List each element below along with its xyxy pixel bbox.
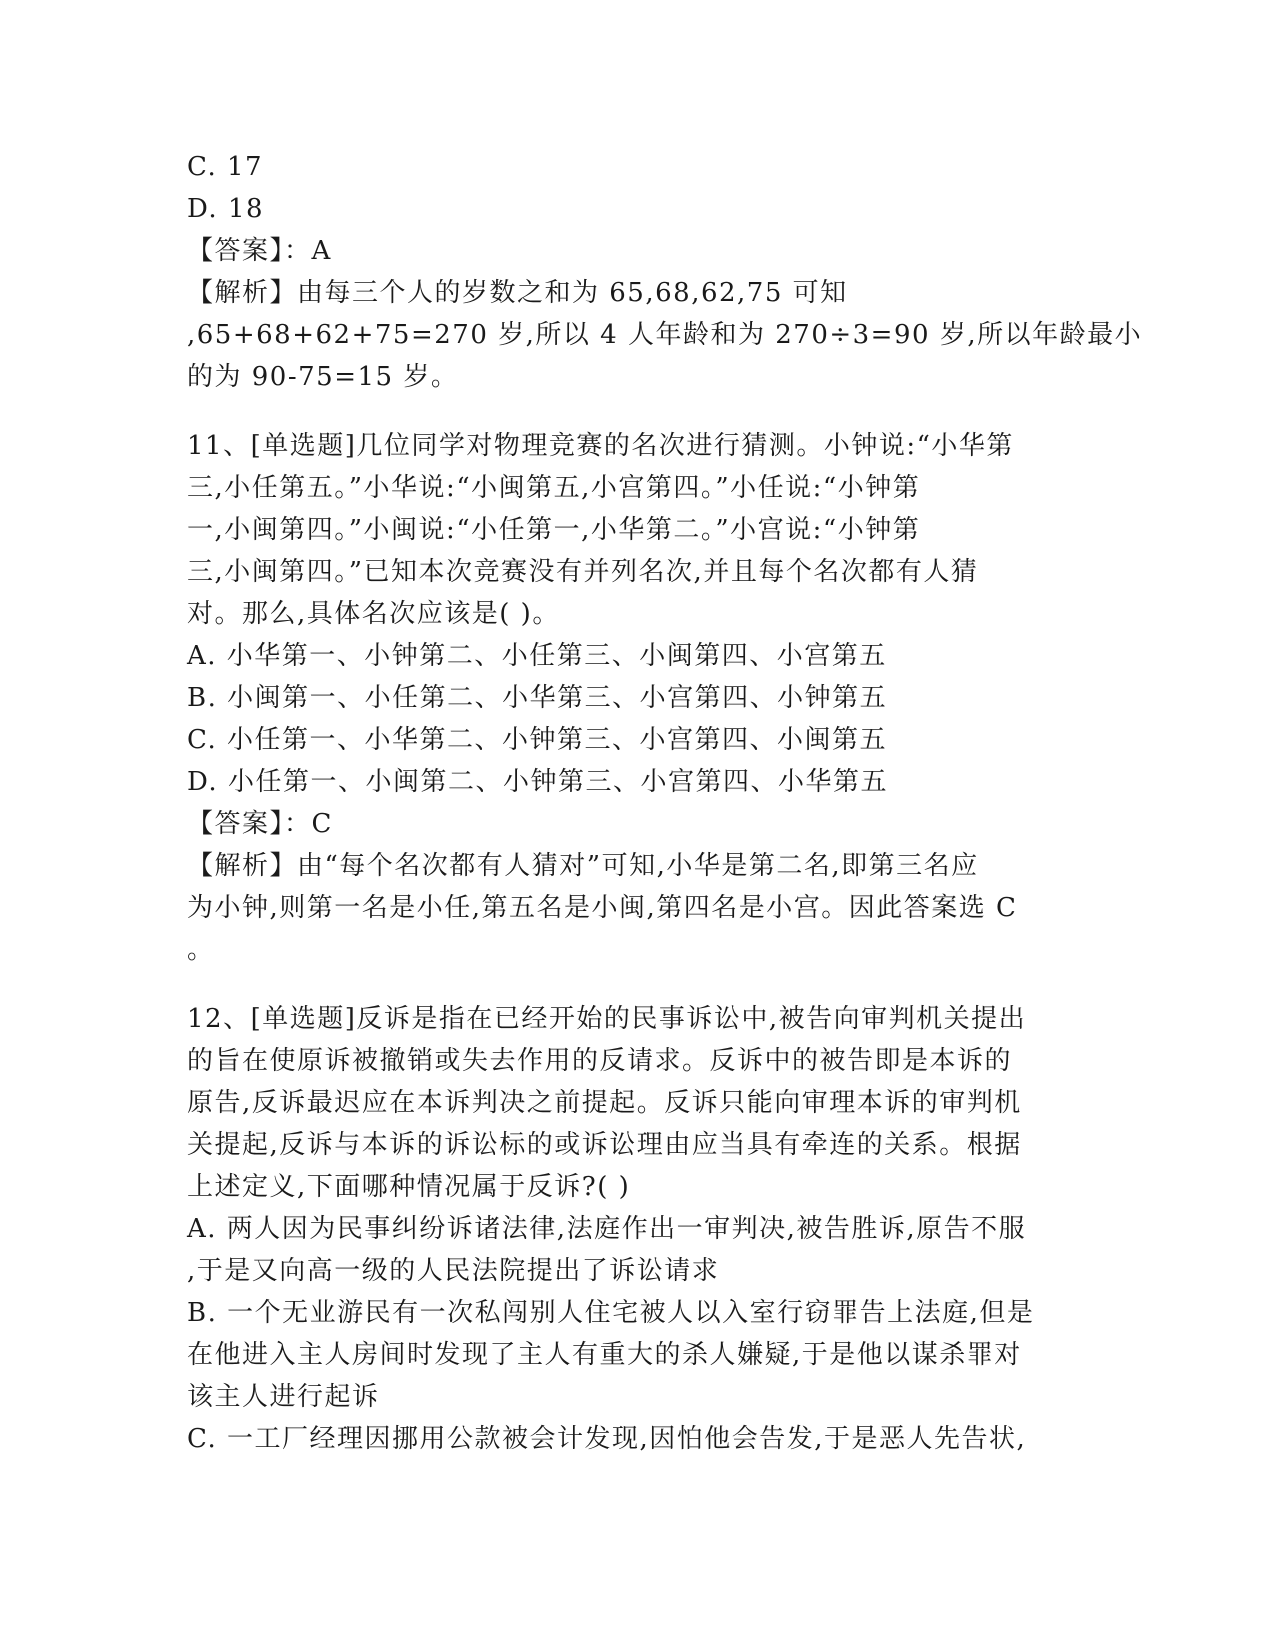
analysis-line: 【解析】由“每个名次都有人猜对”可知,小华是第二名,即第三名应 (187, 851, 979, 881)
question-10-tail (187, 146, 1143, 398)
option-b-continued: 在他进入主人房间时发现了主人有重大的杀人嫌疑,于是他以谋杀罪对 (187, 1340, 1022, 1370)
option-b: B. 一个无业游民有一次私闯别人住宅被人以入室行窃罪告上法庭,但是 (187, 1298, 1035, 1328)
question-stem-line: 关提起,反诉与本诉的诉讼标的或诉讼理由应当具有牵连的关系。根据 (187, 1130, 1022, 1160)
answer: 【答案】：C (187, 809, 333, 839)
option-c: C. 小任第一、小华第二、小钟第三、小宫第四、小闽第五 (187, 725, 887, 755)
analysis-line: 【解析】由每三个人的岁数之和为 65,68,62,75 可知 (187, 278, 848, 308)
answer: 【答案】：A (187, 236, 332, 266)
option-d: D. 小任第一、小闽第二、小钟第三、小宫第四、小华第五 (187, 767, 888, 797)
option-b: B. 小闽第一、小任第二、小华第三、小宫第四、小钟第五 (187, 683, 888, 713)
question-stem-line: 12、[单选题]反诉是指在已经开始的民事诉讼中,被告向审判机关提出 (187, 1004, 1027, 1034)
question-stem-line: 对。那么,具体名次应该是( )。 (187, 599, 560, 629)
option-c: C. 17 (187, 152, 264, 182)
question-stem-line: 三,小任第五。”小华说:“小闽第五,小宫第四。”小任说:“小钟第 (187, 473, 921, 503)
option-a-continued: ,于是又向高一级的人民法院提出了诉讼请求 (187, 1256, 720, 1286)
option-b-continued: 该主人进行起诉 (187, 1382, 380, 1412)
question-stem-line: 原告,反诉最迟应在本诉判决之前提起。反诉只能向审理本诉的审判机 (187, 1088, 1022, 1118)
question-spacer (187, 398, 1087, 425)
question-stem-line: 11、[单选题]几位同学对物理竞赛的名次进行猜测。小钟说:“小华第 (187, 431, 1014, 461)
analysis-line: ,65+68+62+75=270 岁,所以 4 人年龄和为 270÷3=90 岁,所以年龄最小 (187, 320, 1143, 350)
question-stem-line: 上述定义,下面哪种情况属于反诉?( ) (187, 1172, 631, 1202)
option-a: A. 小华第一、小钟第二、小任第三、小闽第四、小宫第五 (187, 641, 887, 671)
question-stem-line: 的旨在使原诉被撤销或失去作用的反请求。反诉中的被告即是本诉的 (187, 1046, 1013, 1076)
question-11 (187, 425, 1087, 971)
question-stem-line: 一,小闽第四。”小闽说:“小任第一,小华第二。”小宫说:“小钟第 (187, 515, 921, 545)
option-d: D. 18 (187, 194, 265, 224)
analysis-line: 。 (187, 935, 215, 965)
analysis-line: 为小钟,则第一名是小任,第五名是小闽,第四名是小宫。因此答案选 C (187, 893, 1018, 923)
question-12 (187, 998, 1087, 1460)
option-a: A. 两人因为民事纠纷诉诸法律,法庭作出一审判决,被告胜诉,原告不服 (187, 1214, 1027, 1244)
question-stem-line: 三,小闽第四。”已知本次竞赛没有并列名次,并且每个名次都有人猜 (187, 557, 979, 587)
question-spacer (187, 971, 1087, 998)
option-c: C. 一工厂经理因挪用公款被会计发现,因怕他会告发,于是恶人先告状, (187, 1424, 1027, 1454)
analysis-line: 的为 90-75=15 岁。 (187, 362, 459, 392)
document-page (187, 146, 1143, 1460)
